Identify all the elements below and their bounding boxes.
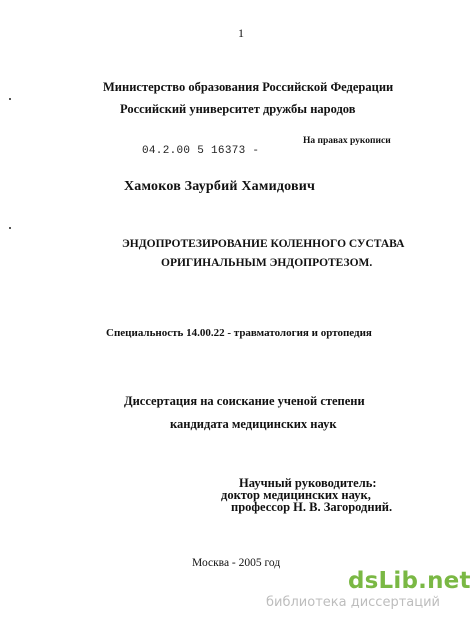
watermark-caption: библиотека диссертаций	[266, 595, 440, 610]
dissertation-degree-line-1: Диссертация на соискание ученой степени	[124, 394, 365, 408]
supervisor-name: профессор Н. В. Загородний.	[231, 500, 393, 514]
supervisor-label: Научный руководитель:	[239, 476, 377, 490]
dissertation-title-line-2: ОРИГИНАЛЬНЫМ ЭНДОПРОТЕЗОМ.	[161, 257, 373, 269]
dissertation-title-line-1: ЭНДОПРОТЕЗИРОВАНИЕ КОЛЕННОГО СУСТАВА	[122, 238, 405, 250]
manuscript-rights-note: На правах рукописи	[303, 136, 391, 146]
city-and-year: Москва - 2005 год	[192, 557, 281, 569]
university-heading: Российский университет дружбы народов	[120, 102, 356, 116]
ministry-heading: Министерство образования Российской Федерации	[103, 80, 394, 94]
scan-speck	[9, 227, 11, 229]
scan-speck	[9, 98, 11, 100]
supervisor-degree: доктор медицинских наук,	[221, 488, 371, 502]
page-number: 1	[238, 26, 244, 40]
watermark	[266, 568, 471, 619]
dissertation-degree-line-2: кандидата медицинских наук	[170, 417, 337, 431]
specialty-line: Специальность 14.00.22 - травматология и ортопедия	[106, 327, 372, 339]
watermark-logo: dsLib.net	[348, 568, 471, 594]
catalog-number: 04.2.00 5 16373 -	[142, 145, 260, 157]
author-name: Хамоков Заурбий Хамидович	[124, 179, 316, 194]
